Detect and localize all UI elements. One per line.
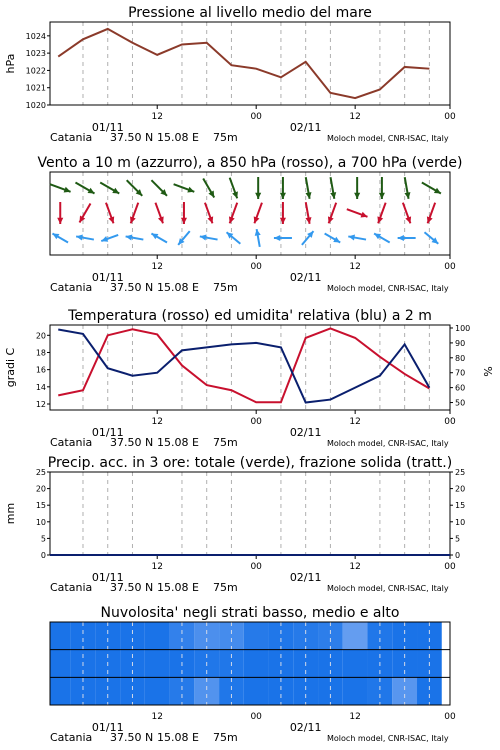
temperature-line [58, 328, 429, 402]
cloud-cell [343, 622, 368, 650]
x-tick-label: 00 [444, 262, 456, 272]
wind-arrow-head [254, 216, 260, 223]
wind-arrow-head [361, 212, 368, 218]
cloud-cell [392, 622, 417, 650]
y-tick-label: 1020 [25, 101, 46, 110]
y-tick-label-right: 10 [455, 517, 466, 527]
y-tick-label-right: 5 [455, 534, 461, 544]
humidity-line [58, 329, 429, 402]
location-lat: 37.50 N [110, 731, 154, 744]
y-tick-label-right: 100 [455, 323, 471, 333]
wind-arrow-head [398, 235, 404, 241]
date-label: 01/11 [91, 426, 124, 439]
cloud-cell [71, 622, 96, 650]
wind-arrow-head [207, 216, 213, 223]
cloud-cell [244, 622, 269, 650]
x-tick-label: 12 [151, 112, 163, 122]
y-tick-label: 20 [35, 331, 46, 341]
location-place: Catania [50, 581, 93, 594]
cloud-cell [343, 650, 368, 678]
cloud-cell [194, 622, 219, 650]
panel-title: Vento a 10 m (azzurro), a 850 hPa (rosso), a 700 hPa (verde) [37, 155, 463, 171]
location-place: Catania [50, 436, 93, 449]
y-tick-label: 18 [35, 348, 46, 358]
date-label: 01/11 [91, 271, 124, 284]
plot-frame [50, 325, 450, 410]
location-lon: 15.08 E [157, 131, 199, 144]
y-tick-label: 16 [35, 365, 46, 375]
date-label: 01/11 [91, 571, 124, 584]
location-alt: 75m [213, 281, 238, 294]
wind-arrow-head [101, 236, 108, 242]
cloud-cell [318, 622, 343, 650]
cloud-cell [120, 622, 145, 650]
x-tick-label: 00 [444, 112, 456, 122]
y-tick-label-right: 70 [455, 368, 466, 378]
y-tick-label-right: 0 [455, 551, 461, 560]
y-tick-label: 25 [35, 468, 46, 477]
wind-arrow-head [232, 191, 238, 198]
location-place: Catania [50, 731, 93, 744]
cloud-cell [50, 677, 71, 705]
plot-frame [50, 472, 450, 555]
date-label: 01/11 [91, 121, 124, 134]
y-tick-label-right: 60 [455, 383, 466, 393]
wind-arrow-head [405, 216, 411, 223]
date-label: 02/11 [289, 721, 322, 734]
y-tick-label: 5 [40, 534, 46, 544]
wind-arrow-head [108, 216, 114, 223]
model-credit: Moloch model, CNR-ISAC, Italy [327, 734, 449, 743]
location-lat: 37.50 N [110, 131, 154, 144]
y-tick-label: 1024 [25, 31, 46, 41]
x-tick-label: 12 [151, 562, 163, 572]
wind-arrow-head [64, 187, 71, 193]
x-tick-label: 00 [250, 262, 262, 272]
x-tick-label: 12 [349, 262, 361, 272]
cloud-cell [343, 677, 368, 705]
location-alt: 75m [213, 436, 238, 449]
y-tick-label: 14 [35, 382, 46, 392]
x-tick-label: 00 [250, 562, 262, 572]
cloud-cell [219, 622, 244, 650]
cloud-cell [244, 677, 269, 705]
model-credit: Moloch model, CNR-ISAC, Italy [327, 439, 449, 448]
panel-title: Pressione al livello medio del mare [128, 5, 372, 21]
x-tick-label: 12 [151, 262, 163, 272]
y-tick-label-right: 20 [455, 484, 466, 494]
location-place: Catania [50, 131, 93, 144]
cloud-cell [145, 622, 170, 650]
model-credit: Moloch model, CNR-ISAC, Italy [327, 284, 449, 293]
x-tick-label: 12 [151, 712, 163, 722]
y-axis-label: mm [4, 502, 17, 525]
date-label: 01/11 [91, 721, 124, 734]
date-label: 02/11 [289, 426, 322, 439]
wind-arrow-head [57, 218, 63, 224]
cloud-cell [145, 677, 170, 705]
location-alt: 75m [213, 731, 238, 744]
cloud-cell [50, 650, 71, 678]
cloud-cell [293, 622, 318, 650]
plot-frame [50, 22, 450, 105]
panel-title: Temperatura (rosso) ed umidita' relativa (blu) a 2 m [68, 308, 432, 324]
y-tick-label: 12 [35, 399, 46, 409]
y-tick-label-right: 90 [455, 338, 466, 348]
location-lon: 15.08 E [157, 581, 199, 594]
x-tick-label: 12 [349, 417, 361, 427]
x-tick-label: 00 [250, 417, 262, 427]
x-tick-label: 00 [250, 712, 262, 722]
x-tick-label: 12 [349, 562, 361, 572]
y-tick-label: 10 [35, 517, 46, 527]
x-tick-label: 00 [444, 562, 456, 572]
x-tick-label: 00 [444, 712, 456, 722]
x-tick-label: 00 [444, 417, 456, 427]
location-lat: 37.50 N [110, 581, 154, 594]
y-tick-label: 15 [35, 501, 46, 511]
y-tick-label: 0 [40, 551, 46, 560]
date-label: 02/11 [289, 121, 322, 134]
cloud-cell [95, 622, 120, 650]
wind-arrow-head [255, 193, 261, 199]
panel-title: Nuvolosita' negli strati basso, medio e alto [100, 605, 400, 621]
location-lon: 15.08 E [157, 731, 199, 744]
y-tick-label-right: 80 [455, 353, 466, 363]
date-label: 02/11 [289, 271, 322, 284]
location-place: Catania [50, 281, 93, 294]
cloud-cell [368, 622, 393, 650]
wind-arrow-head [158, 216, 164, 223]
location-alt: 75m [213, 581, 238, 594]
wind-arrow-head [354, 193, 360, 199]
y-tick-label: 1022 [25, 66, 46, 76]
x-tick-label: 00 [250, 112, 262, 122]
panel-title: Precip. acc. in 3 ore: totale (verde), frazione solida (tratt.) [47, 455, 453, 471]
cloud-cell [50, 622, 71, 650]
y-tick-label-right: 15 [455, 501, 466, 511]
y-axis-label-right: % [482, 366, 495, 377]
y-tick-label-right: 50 [455, 398, 466, 408]
y-axis-label: hPa [4, 53, 17, 74]
cloud-cell [417, 622, 442, 650]
date-label: 02/11 [289, 571, 322, 584]
y-tick-label: 1021 [25, 83, 46, 93]
location-alt: 75m [213, 131, 238, 144]
pressure-line [58, 29, 429, 98]
location-lon: 15.08 E [157, 436, 199, 449]
cloud-cell [269, 622, 294, 650]
y-tick-label-right: 25 [455, 468, 466, 477]
y-axis-label: gradi C [4, 347, 17, 388]
wind-arrow-head [274, 235, 280, 241]
wind-arrow-head [187, 187, 194, 193]
model-credit: Moloch model, CNR-ISAC, Italy [327, 584, 449, 593]
location-lat: 37.50 N [110, 436, 154, 449]
cloud-cell [145, 650, 170, 678]
x-tick-label: 12 [349, 112, 361, 122]
model-credit: Moloch model, CNR-ISAC, Italy [327, 134, 449, 143]
cloud-cell [244, 650, 269, 678]
y-tick-label: 20 [35, 484, 46, 494]
cloud-cell [170, 622, 195, 650]
location-lat: 37.50 N [110, 281, 154, 294]
location-lon: 15.08 E [157, 281, 199, 294]
x-tick-label: 12 [151, 417, 163, 427]
x-tick-label: 12 [349, 712, 361, 722]
y-tick-label: 1023 [25, 49, 46, 59]
